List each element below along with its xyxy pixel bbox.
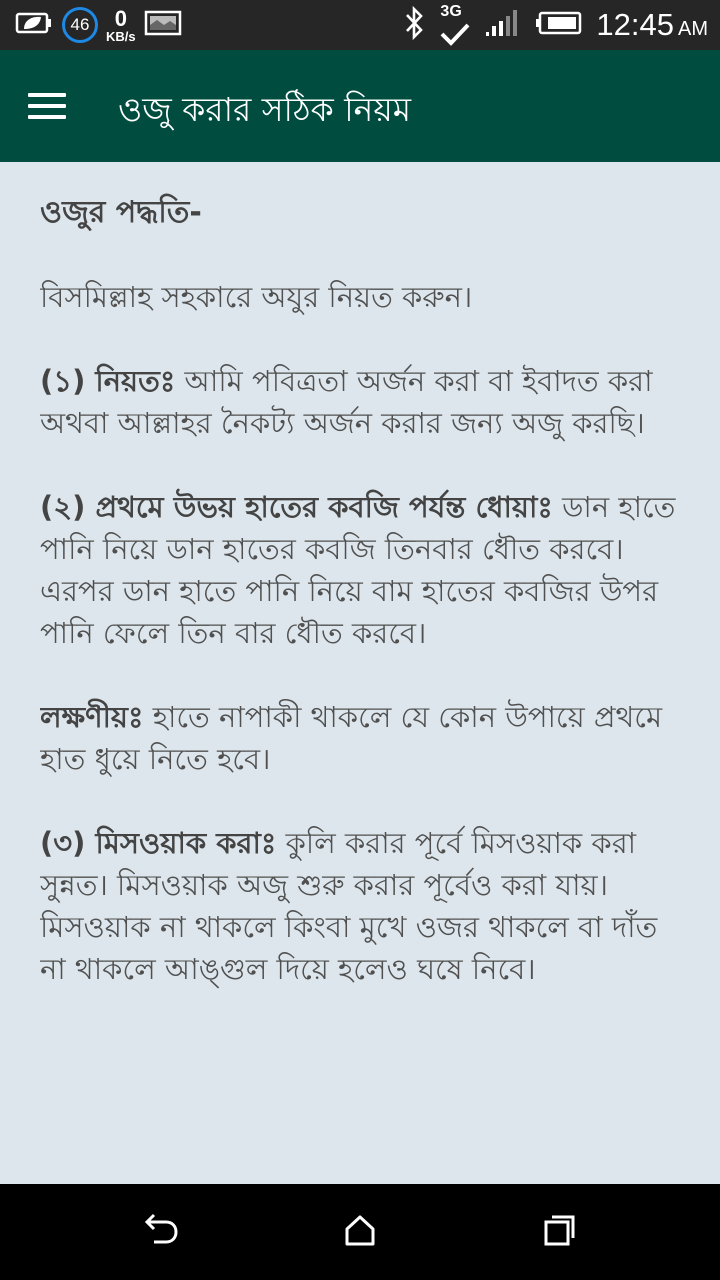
status-bar-right	[402, 0, 708, 50]
article-section	[40, 486, 690, 654]
bluetooth-icon	[402, 6, 426, 44]
back-button[interactable]	[136, 1208, 184, 1256]
home-icon	[342, 1212, 378, 1252]
notification-count: 46	[70, 15, 90, 34]
image-notification-icon	[144, 9, 182, 41]
article-intro: বিসমিল্লাহ সহকারে অযুর নিয়ত করুন।	[40, 280, 473, 314]
leaf-battery-icon	[14, 8, 54, 42]
clock-time: 12:45	[596, 7, 674, 42]
hamburger-icon-line	[28, 93, 66, 97]
hamburger-icon-line	[28, 115, 66, 119]
network-type-label: 3G	[440, 3, 462, 20]
section-text: হাতে নাপাকী থাকলে যে কোন উপায়ে প্রথমে হাত ধুয়ে নিতে হবে।	[40, 700, 663, 776]
section-text: ডান হাতে পানি নিয়ে ডান হাতের কবজি তিনবার ধৌত করবে। এরপর ডান হাতে পানি নিয়ে বাম হাতের কবজির উপর পানি ফেলে তিন বার ধৌত করবে।	[40, 490, 676, 650]
clock-ampm: AM	[678, 18, 708, 40]
notification-count-badge	[62, 7, 98, 43]
back-icon	[140, 1212, 180, 1252]
app-title: ওজু করার সঠিক নিয়ম	[118, 90, 412, 129]
home-button[interactable]	[336, 1208, 384, 1256]
section-label: (২) প্রথমে উভয় হাতের কবজি পর্যন্ত ধোয়াঃ	[40, 490, 553, 524]
recents-icon	[542, 1212, 578, 1252]
section-text: কুলি করার পূর্বে মিসওয়াক করা সুন্নত। মিসওয়াক অজু শুরু করার পূর্বেও করা যায়। মিসওয়াক না থাকলে কিংবা মুখে ওজর থাকলে বা দাঁত না থাকলে আঙ্গুল দিয়ে হলেও ঘষে নিবে।	[40, 826, 658, 986]
article-section	[40, 822, 690, 990]
navigation-bar	[0, 1184, 720, 1280]
menu-button[interactable]	[28, 82, 76, 130]
battery-icon	[536, 9, 584, 41]
hamburger-icon-line	[28, 104, 66, 108]
net-speed	[106, 5, 136, 44]
article-section	[40, 696, 690, 780]
article-section	[40, 360, 690, 444]
section-label: (১) নিয়তঃ	[40, 364, 176, 398]
clock	[596, 7, 708, 43]
section-label: লক্ষণীয়ঃ	[40, 700, 144, 734]
net-speed-value: 0	[114, 5, 127, 31]
signal-icon	[484, 8, 524, 42]
status-bar-left	[14, 0, 182, 50]
network-3g-icon	[438, 3, 472, 47]
article-content[interactable]	[40, 162, 690, 1184]
status-bar	[0, 0, 720, 50]
recents-button[interactable]	[536, 1208, 584, 1256]
section-text: আমি পবিত্রতা অর্জন করা বা ইবাদত করা অথবা আল্লাহর নৈকট্য অর্জন করার জন্য অজু করছি।	[40, 364, 653, 440]
article-heading: ওজুর পদ্ধতি-	[40, 195, 202, 230]
section-label: (৩) মিসওয়াক করাঃ	[40, 826, 277, 860]
app-bar	[0, 50, 720, 162]
net-speed-unit: KB/s	[106, 28, 136, 44]
